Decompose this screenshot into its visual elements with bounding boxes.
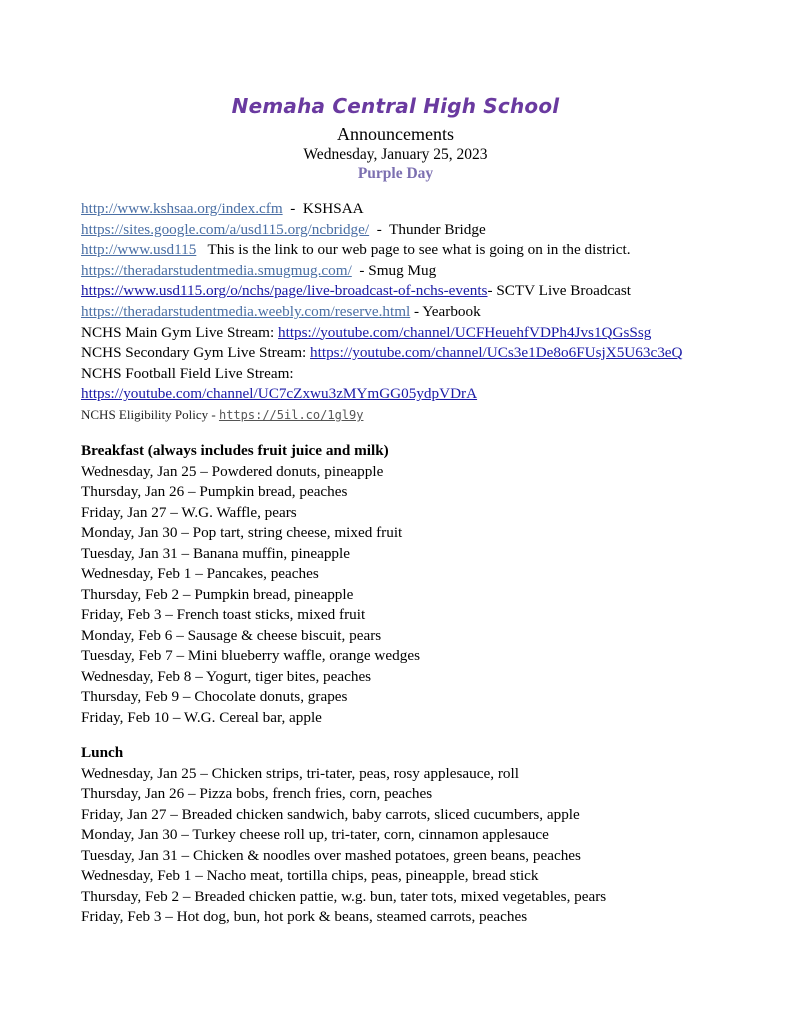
list-item: Wednesday, Feb 1 – Pancakes, peaches: [81, 565, 319, 583]
football-stream-label: NCHS Football Field Live Stream:: [81, 364, 294, 382]
thunder-bridge-link[interactable]: https://sites.google.com/a/usd115.org/ncbridge/: [81, 220, 370, 238]
day-color: Purple Day: [357, 165, 434, 182]
list-item: Monday, Jan 30 – Turkey cheese roll up, tri-tater, corn, cinnamon applesauce: [81, 826, 549, 844]
lunch-section: [81, 743, 781, 928]
secondary-gym-stream-line: [81, 343, 761, 364]
link-label: - KSHSAA: [282, 200, 364, 217]
list-item: Friday, Jan 27 – Breaded chicken sandwich, baby carrots, sliced cucumbers, apple: [81, 805, 580, 823]
list-item: Thursday, Feb 2 – Pumpkin bread, pineapple: [81, 585, 354, 603]
breakfast-section: [81, 441, 781, 728]
header: [0, 93, 791, 184]
list-item: Monday, Jan 30 – Pop tart, string cheese, mixed fruit: [81, 524, 403, 542]
link-line-sctv: [81, 281, 761, 302]
list-item: Friday, Feb 3 – Hot dog, bun, hot pork & beans, steamed carrots, peaches: [81, 908, 528, 926]
list-item: Thursday, Jan 26 – Pumpkin bread, peaches: [81, 483, 348, 501]
school-name: Nemaha Central High School: [231, 94, 560, 118]
list-item: Wednesday, Jan 25 – Chicken strips, tri-tater, peas, rosy applesauce, roll: [81, 764, 519, 782]
district-link[interactable]: http://www.usd115: [81, 241, 197, 259]
football-stream-link[interactable]: https://youtube.com/channel/UC7cZxwu3zMYmGG05ydpVDrA: [81, 385, 478, 403]
list-item: Friday, Feb 3 – French toast sticks, mixed fruit: [81, 606, 366, 624]
page-title: Announcements: [337, 124, 454, 144]
breakfast-title: Breakfast (always includes fruit juice and milk): [81, 442, 389, 459]
eligibility-link[interactable]: https://5il.co/1gl9y: [218, 407, 364, 422]
football-stream-line: [81, 384, 761, 405]
list-item: Friday, Feb 10 – W.G. Cereal bar, apple: [81, 708, 322, 726]
link-line-smugmug: [81, 261, 761, 282]
stream-label: NCHS Main Gym Live Stream:: [81, 323, 278, 341]
yearbook-link[interactable]: https://theradarstudentmedia.weebly.com/reserve.html: [81, 302, 411, 320]
list-item: Monday, Feb 6 – Sausage & cheese biscuit, pears: [81, 626, 382, 644]
announcement-date: Wednesday, January 25, 2023: [303, 146, 488, 163]
sctv-link[interactable]: https://www.usd115.org/o/nchs/page/live-broadcast-of-nchs-events: [81, 282, 488, 300]
link-label: - SCTV Live Broadcast: [487, 282, 632, 300]
list-item: Wednesday, Feb 8 – Yogurt, tiger bites, peaches: [81, 667, 372, 685]
secondary-gym-stream-link[interactable]: https://youtube.com/channel/UCs3e1De8o6FUsjX5U63c3eQ: [310, 344, 683, 362]
lunch-title: Lunch: [81, 744, 124, 761]
main-gym-stream-link[interactable]: https://youtube.com/channel/UCFHeuehfVDPh4Jvs1QGsSsg: [278, 323, 652, 341]
eligibility-line: [81, 405, 761, 425]
link-line-kshsaa: [81, 199, 761, 220]
link-label: - Yearbook: [410, 302, 481, 320]
eligibility-label: NCHS Eligibility Policy -: [81, 406, 219, 422]
link-label: - Thunder Bridge: [369, 220, 486, 238]
stream-label: NCHS Secondary Gym Live Stream:: [81, 344, 311, 362]
link-line-district: [81, 240, 761, 261]
list-item: Tuesday, Feb 7 – Mini blueberry waffle, orange wedges: [81, 647, 420, 665]
list-item: Thursday, Feb 2 – Breaded chicken pattie, w.g. bun, tater tots, mixed vegetables, pears: [81, 887, 607, 905]
list-item: Wednesday, Jan 25 – Powdered donuts, pineapple: [81, 462, 384, 480]
link-label: This is the link to our web page to see what is going on in the district.: [196, 241, 631, 259]
list-item: Wednesday, Feb 1 – Nacho meat, tortilla chips, peas, pineapple, bread stick: [81, 867, 539, 885]
list-item: Tuesday, Jan 31 – Banana muffin, pineapple: [81, 544, 350, 562]
smugmug-link[interactable]: https://theradarstudentmedia.smugmug.com/: [81, 261, 352, 279]
link-line-thunder-bridge: [81, 220, 761, 241]
list-item: Tuesday, Jan 31 – Chicken & noodles over mashed potatoes, green beans, peaches: [81, 846, 581, 864]
main-gym-stream-line: [81, 323, 761, 344]
link-label: - Smug Mug: [351, 261, 437, 279]
list-item: Friday, Jan 27 – W.G. Waffle, pears: [81, 503, 297, 521]
list-item: Thursday, Jan 26 – Pizza bobs, french fries, corn, peaches: [81, 785, 433, 803]
list-item: Thursday, Feb 9 – Chocolate donuts, grapes: [81, 688, 348, 706]
link-line-yearbook: [81, 302, 761, 323]
kshsaa-link[interactable]: http://www.kshsaa.org/index.cfm: [81, 200, 283, 217]
links-section: [81, 199, 761, 425]
